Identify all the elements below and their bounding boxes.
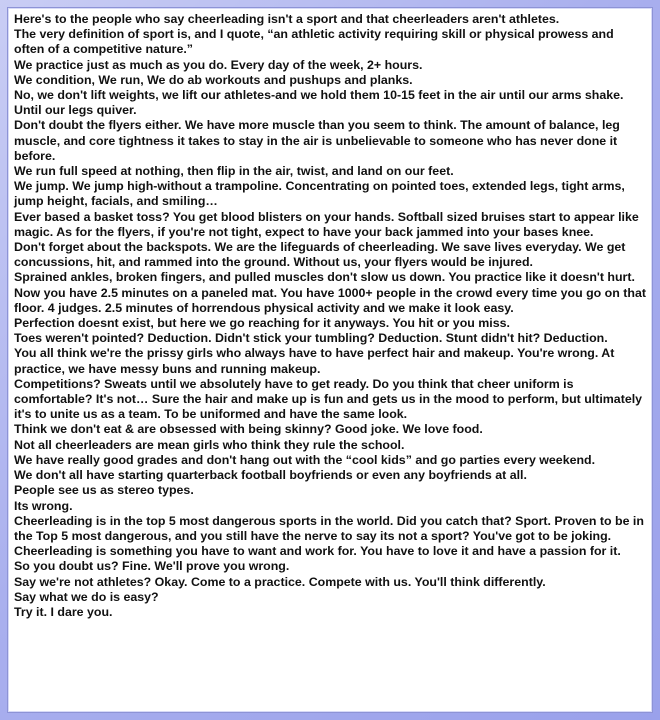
text-line: Try it. I dare you. (14, 604, 113, 619)
text-line: The very definition of sport is, and I quote, “an athletic activity requiring skill or physical prowess and often of a competitive nature.” (14, 27, 614, 57)
text-line: We run full speed at nothing, then flip in the air, twist, and land on our feet. (14, 164, 454, 179)
text-line: You all think we're the prissy girls who always have to have perfect hair and makeup. You're wrong. At practice, we have messy buns and running makeup. (14, 346, 615, 376)
text-line: Its wrong. (14, 498, 73, 513)
essay-text (14, 12, 646, 620)
text-line: So you doubt us? Fine. We'll prove you wrong. (14, 559, 290, 574)
text-line: Sprained ankles, broken fingers, and pulled muscles don't slow us down. You practice like it doesn't hurt. (14, 270, 635, 285)
text-line: We have really good grades and don't hang out with the “cool kids” and go parties every weekend. (14, 452, 596, 467)
text-line: We don't all have starting quarterback football boyfriends or even any boyfriends at all. (14, 468, 527, 483)
text-line: Think we don't eat & are obsessed with being skinny? Good joke. We love food. (14, 422, 483, 437)
text-line: Ever based a basket toss? You get blood blisters on your hands. Softball sized bruises start to appear like magic. As for the flyers, if you're not tight, expect to have your back jammed into your bases knee. (14, 209, 639, 239)
text-line: Say what we do is easy? (14, 589, 159, 604)
text-panel (7, 7, 653, 713)
text-line: People see us as stereo types. (14, 483, 194, 498)
text-line: We jump. We jump high-without a trampoline. Concentrating on pointed toes, extended legs, tight arms, jump height, facials, and smiling… (14, 179, 625, 209)
text-line: Say we're not athletes? Okay. Come to a practice. Compete with us. You'll think differently. (14, 574, 546, 589)
text-line: Perfection doesnt exist, but here we go reaching for it anyways. You hit or you miss. (14, 316, 510, 331)
text-line: Toes weren't pointed? Deduction. Didn't stick your tumbling? Deduction. Stunt didn't hit? Deduction. (14, 331, 608, 346)
text-line: No, we don't lift weights, we lift our athletes-and we hold them 10-15 feet in the air until our arms shake. Until our legs quiver. (14, 88, 624, 118)
text-line: Here's to the people who say cheerleading isn't a sport and that cheerleaders aren't athletes. (14, 12, 560, 26)
text-line: Now you have 2.5 minutes on a paneled mat. You have 1000+ people in the crowd every time you go on that floor. 4 judges. 2.5 minutes of horrendous physical activity and we make it look easy. (14, 285, 646, 315)
text-line: We practice just as much as you do. Every day of the week, 2+ hours. (14, 57, 423, 72)
text-line: Cheerleading is in the top 5 most dangerous sports in the world. Did you catch that? Sport. Proven to be in the Top 5 most dangerous, and you still have the nerve to say its not a sport? You've got to be joking. (14, 513, 644, 543)
text-line: Don't forget about the backspots. We are the lifeguards of cheerleading. We save lives everyday. We get concussions, hit, and rammed into the ground. Without us, your flyers would be injured. (14, 240, 626, 270)
text-line: Not all cheerleaders are mean girls who think they rule the school. (14, 437, 405, 452)
text-line: Competitions? Sweats until we absolutely have to get ready. Do you think that cheer uniform is comfortable? It's not… Sure the hair and make up is fun and gets us in the mood to perform, but ultimately it's to unite us as a team. To be uniformed and have the same look. (14, 376, 643, 422)
text-line: Cheerleading is something you have to want and work for. You have to love it and have a passion for it. (14, 544, 621, 559)
text-line: Don't doubt the flyers either. We have more muscle than you seem to think. The amount of balance, leg muscle, and core tightness it takes to stay in the air is unbelievable to someone who has never done it before. (14, 118, 620, 163)
text-line: We condition, We run, We do ab workouts and pushups and planks. (14, 72, 413, 87)
